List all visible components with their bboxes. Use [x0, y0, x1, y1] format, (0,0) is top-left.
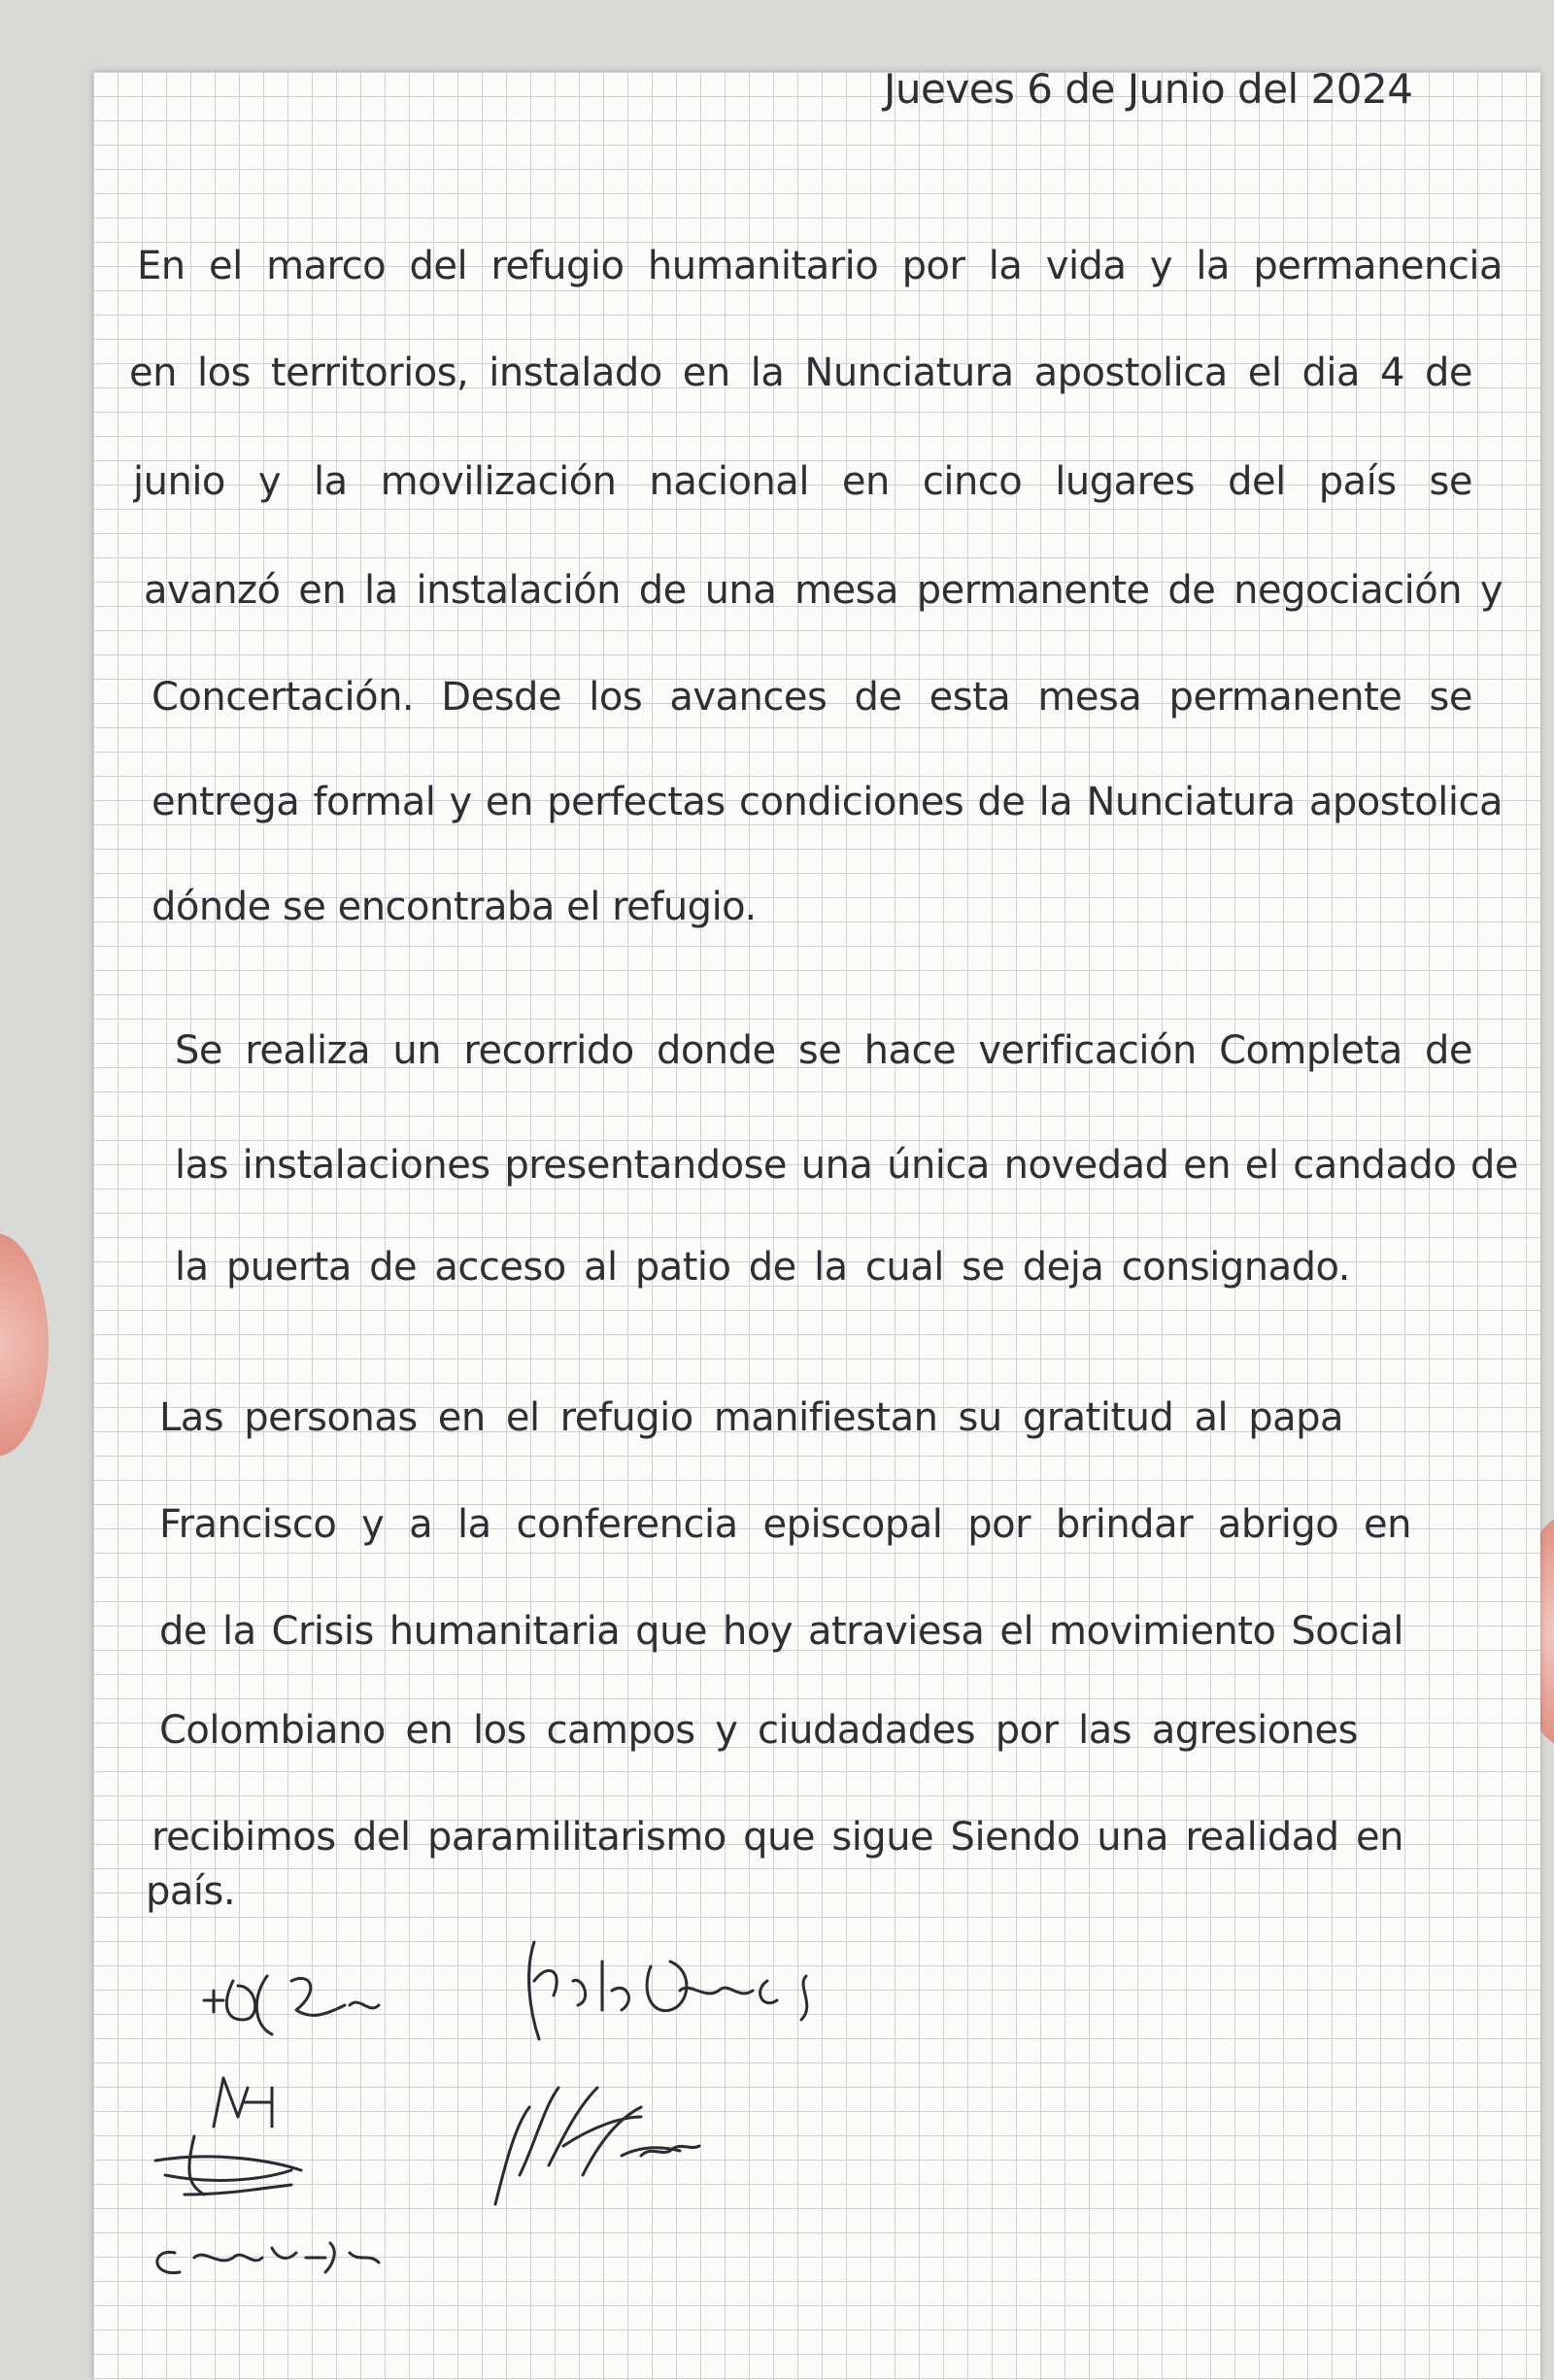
text-line: de la Crisis humanitaria que hoy atraviesa el movimiento Social	[159, 1609, 1403, 1654]
signature-top	[194, 1923, 991, 2059]
text-line: país.	[146, 1869, 236, 1914]
document-date: Jueves 6 de Junio del 2024	[884, 65, 1413, 113]
text-line: En el marco del refugio humanitario por la vida y la permanencia	[137, 244, 1503, 288]
signature-right	[476, 2068, 748, 2224]
text-line: Francisco y a la conferencia episcopal por brindar abrigo en	[159, 1502, 1411, 1547]
text-line: en los territorios, instalado en la Nunciatura apostolica el dia 4 de	[129, 351, 1472, 395]
text-line: Colombiano en los campos y ciudadades por las agresiones	[159, 1708, 1358, 1753]
signature-left	[136, 2068, 427, 2301]
text-line: recibimos del paramilitarismo que sigue Siendo una realidad en	[152, 1815, 1403, 1860]
text-line: dónde se encontraba el refugio.	[152, 885, 757, 929]
text-line: Las personas en el refugio manifiestan su gratitud al papa	[159, 1395, 1343, 1440]
left-finger	[0, 1233, 49, 1457]
text-line: junio y la movilización nacional en cinco lugares del país se	[133, 459, 1472, 504]
text-line: las instalaciones presentandose una única novedad en el candado de	[175, 1143, 1518, 1188]
text-line: avanzó en la instalación de una mesa permanente de negociación y	[144, 568, 1503, 613]
text-line: Concertación. Desde los avances de esta mesa permanente se	[152, 675, 1472, 720]
text-line: entrega formal y en perfectas condiciones de la Nunciatura apostolica	[152, 780, 1503, 824]
text-line: la puerta de acceso al patio de la cual se deja consignado.	[175, 1245, 1350, 1290]
text-line: Se realiza un recorrido donde se hace verificación Completa de	[175, 1028, 1472, 1073]
